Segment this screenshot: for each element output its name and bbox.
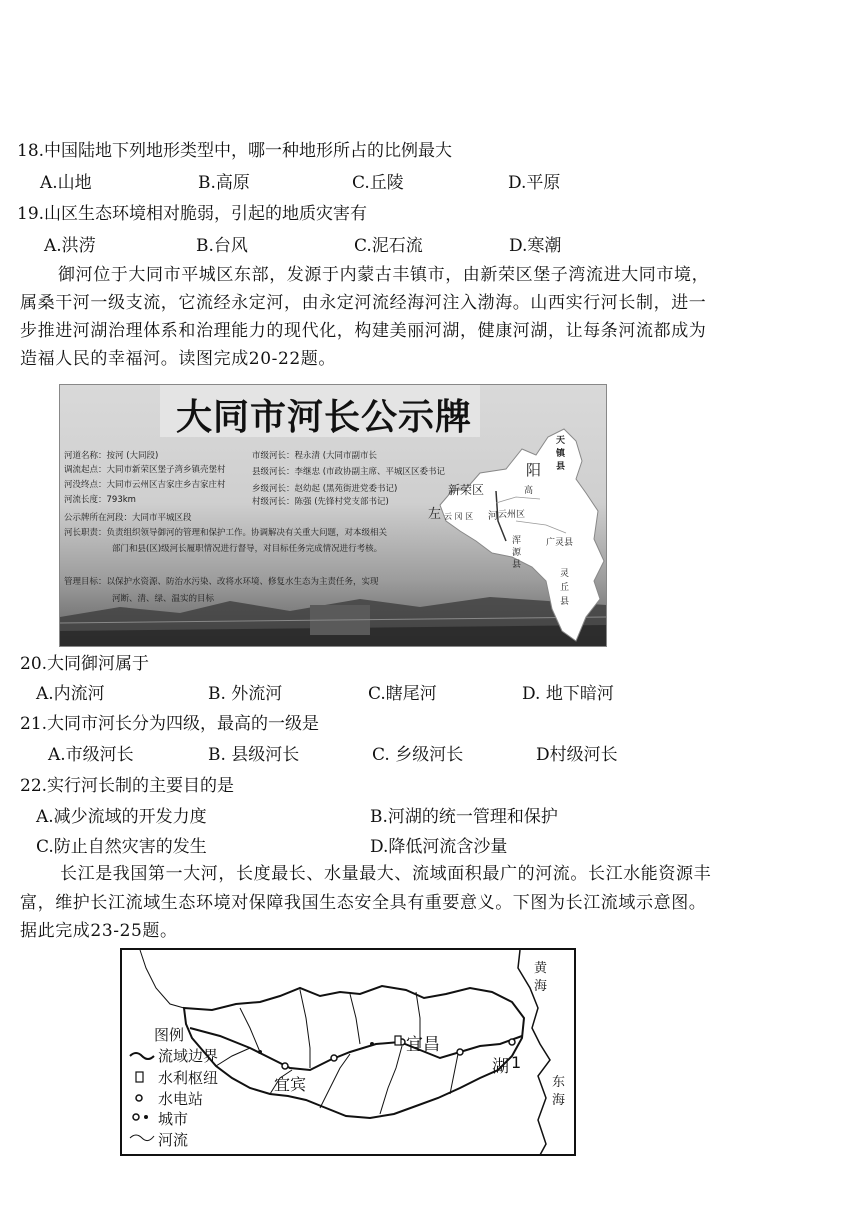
map-label-donghai: 东海: [552, 1075, 566, 1108]
sign-right-line: 市级河长：程永清 (大同市副市长: [252, 451, 378, 461]
sign-goal-2: 河断、清、绿、温实的目标: [112, 594, 215, 604]
q19-option-a: A.洪涝: [44, 236, 96, 256]
map-label-yunzhou: 云州区: [498, 510, 526, 520]
q18-option-b: B.高原: [198, 173, 250, 193]
q22-option-c: C.防止自然灾害的发生: [36, 837, 207, 857]
q20-stem: 20.大同御河属于: [20, 654, 150, 674]
sign-duty-2: 部门和县(区)级河长履职情况进行督导，对目标任务完成情况进行考核。: [112, 544, 383, 554]
sign-title: 大同市河长公示牌: [176, 397, 473, 438]
q19-stem: 19.山区生态环境相对脆弱，引起的地质灾害有: [17, 204, 368, 224]
q20-option-c: C.瞎尾河: [368, 684, 437, 704]
q21-option-d: D村级河长: [536, 745, 618, 765]
sign-left-line: 河流长度：793km: [64, 495, 136, 505]
sign-left-line: 调流起点：大同市新荣区堡子湾乡镇壳堡村: [64, 465, 226, 475]
sign-right-line: 乡级河长：赵幼起 (黑苑街进党委书记): [252, 484, 398, 494]
q22-option-a: A.减少流域的开发力度: [36, 807, 207, 827]
passage2-line-2: 富，维护长江流域生态环境对保障我国生态安全具有重要意义。下图为长江流域示意图。: [20, 893, 707, 913]
legend-title: 图例: [154, 1026, 185, 1044]
sign-right-line: 村级河长：陈强 (先锋村党支部书记): [252, 497, 389, 507]
legend-item-boundary: 流域边界: [158, 1047, 219, 1065]
sign-office: 公示牌所在河段：大同市平城区段: [64, 513, 192, 523]
map-label-hu: 湖: [492, 1057, 509, 1077]
q19-option-b: B.台风: [196, 236, 248, 256]
passage2-line-3: 据此完成23-25题。: [20, 921, 178, 941]
q22-option-d: D.降低河流含沙量: [370, 837, 508, 857]
map-label-lingqiu: 灵丘县: [560, 569, 570, 607]
map-label-zuo: 左: [428, 507, 442, 522]
map-label-yichang: 宜昌: [406, 1035, 440, 1055]
q18-option-d: D.平原: [508, 173, 561, 193]
passage1-line-1: 御河位于大同市平城区东部，发源于内蒙古丰镇市，由新荣区堡子湾流进大同市境，: [58, 265, 710, 285]
q22-stem: 22.实行河长制的主要目的是: [20, 776, 235, 796]
datong-district-map: [436, 421, 606, 646]
q21-option-a: A.市级河长: [48, 745, 134, 765]
map-label-guangling: 广灵县: [546, 538, 574, 548]
river-chief-sign-photo: [59, 384, 607, 647]
map-label-yang: 阳: [526, 461, 542, 479]
map-label-tianzhen: 天镇县: [556, 436, 566, 472]
q20-option-b: B. 外流河: [208, 684, 283, 704]
map-label-huanghai: 黄海: [534, 961, 548, 994]
q22-option-b: B.河湖的统一管理和保护: [370, 807, 558, 827]
map-label-hunyuan: 浑 源 县: [512, 536, 522, 570]
map-label-yibin: 宜宾: [274, 1075, 307, 1094]
passage1-line-3: 步推进河湖治理体系和治理能力的现代化，构建美丽河湖，健康河湖，让每条河流都成为: [20, 321, 707, 341]
map-label-yungang: 云 冈 区: [444, 512, 474, 521]
legend-item-dam: 水利枢纽: [158, 1069, 219, 1087]
sign-right-line: 县级河长：李继忠 (市政协副主席、平城区区委书记: [252, 467, 446, 477]
map-label-gao: 高: [524, 486, 534, 496]
q19-option-c: C.泥石流: [354, 236, 423, 256]
sign-left-line: 河道名称：按河 (大同段): [64, 451, 159, 461]
q18-stem: 18.中国陆地下列地形类型中，哪一种地形所占的比例最大: [17, 141, 453, 161]
q18-option-a: A.山地: [40, 173, 92, 193]
q21-option-c: C. 乡级河长: [372, 745, 464, 765]
yangtze-basin-map: [120, 948, 576, 1156]
passage2-line-1: 长江是我国第一大河，长度最长、水量最大、流域面积最广的河流。长江水能资源丰: [60, 864, 712, 884]
map-label-xinrong: 新荣区: [448, 483, 485, 497]
sign-goal-1: 管理目标：以保护水资源、防治水污染、改将水环境、修复水生态为主责任务，实现: [64, 577, 379, 587]
q21-stem: 21.大同市河长分为四级，最高的一级是: [20, 714, 320, 734]
map-label-hu-num: 1: [511, 1053, 522, 1072]
map-label-he: 河: [488, 511, 498, 522]
legend-item-hydropower: 水电站: [158, 1090, 204, 1108]
q18-option-c: C.丘陵: [352, 173, 404, 193]
q19-option-d: D.寒潮: [509, 236, 562, 256]
q21-option-b: B. 县级河长: [208, 745, 300, 765]
q20-option-d: D. 地下暗河: [522, 684, 614, 704]
sign-duty-1: 河长职责：负责组织领导御河的管理和保护工作。协调解决有关重大问题，对本级相关: [64, 528, 388, 538]
passage1-line-2: 属桑干河一级支流，它流经永定河，由永定河流经海河注入渤海。山西实行河长制，进一: [20, 293, 707, 313]
passage1-line-4: 造福人民的幸福河。读图完成20-22题。: [20, 349, 337, 369]
sign-left-line: 河没终点：大同市云州区吉家庄乡吉家庄村: [64, 480, 226, 490]
q20-option-a: A.内流河: [36, 684, 105, 704]
legend-item-river: 河流: [158, 1131, 189, 1149]
legend-item-city: 城市: [158, 1110, 189, 1128]
